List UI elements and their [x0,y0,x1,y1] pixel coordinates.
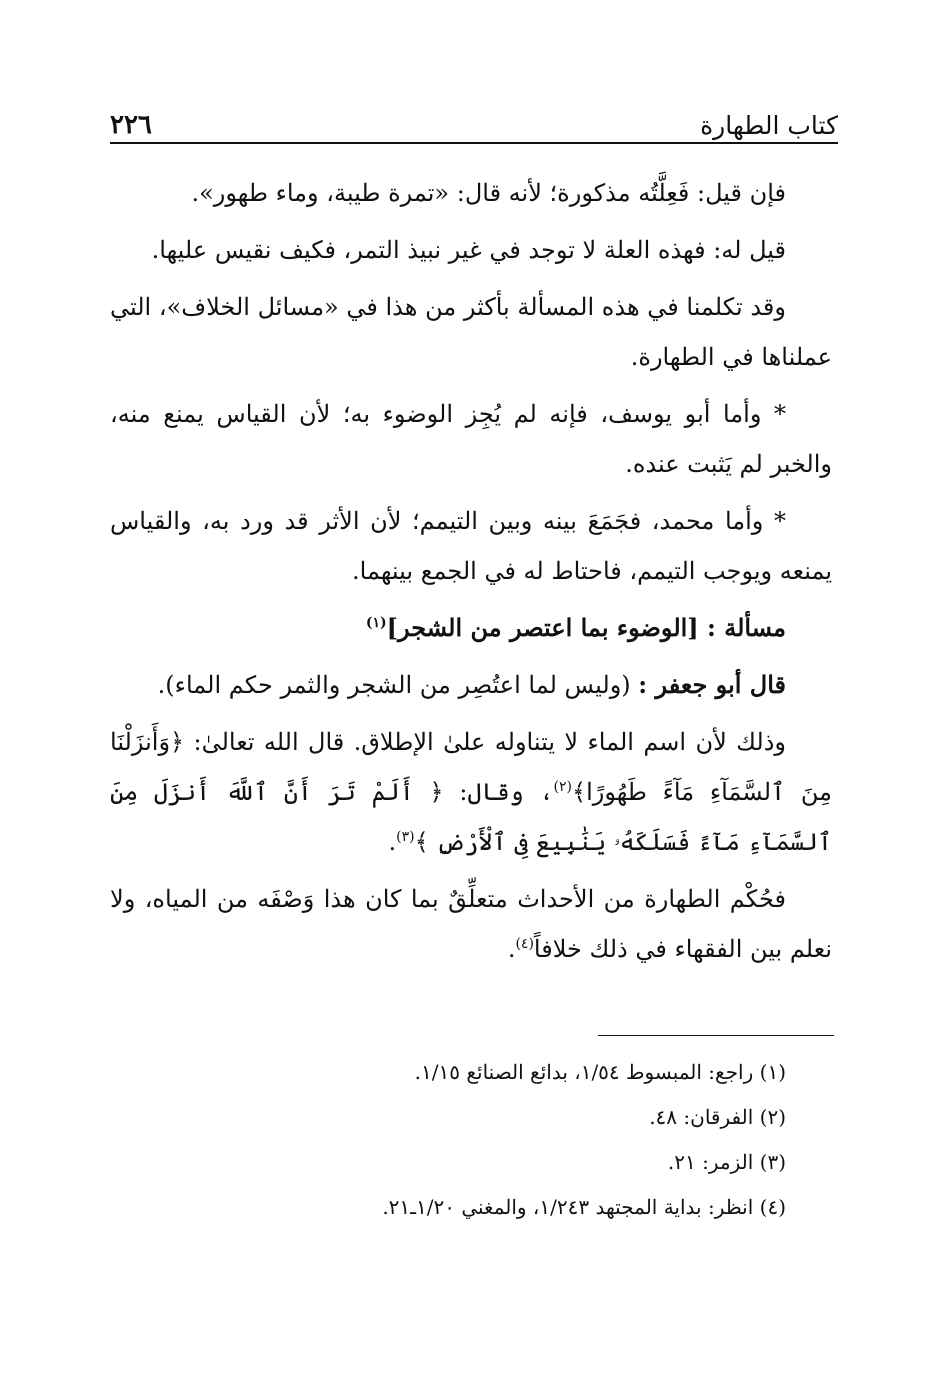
verses-part-2: ، وقال: ﴿ أَلَمْ تَرَ أَنَّ ٱللَّهَ أَنزَلَ مِنَ ٱلسَّمَآءِ مَآءً فَسَلَكَهُۥ يَنَٰبِيعَ فِى ٱلْأَرْضِ ﴾ [110,778,832,856]
footnote-ref-3: (٣) [396,829,415,845]
page-header [110,98,838,144]
masala-label: مسألة : [707,613,786,642]
footnote-ref-2: (٢) [553,779,572,795]
footnote-1: (١) راجع: المبسوط ١/٥٤، بدائع الصنائع ١/١٥. [414,1060,786,1084]
footnote-ref-1: (١) [365,615,387,631]
abu-jafar-label: قال أبو جعفر : [638,670,786,699]
paragraph-3: وقد تكلمنا في هذه المسألة بأكثر من هذا في «مسائل الخلاف»، التي عملناها في الطهارة. [110,293,832,371]
chapter-title: كتاب الطهارة [700,111,838,140]
footnotes [110,1050,786,1230]
verses-part-1: وذلك لأن اسم الماء لا يتناوله علىٰ الإطلاق. قال الله تعالىٰ: ﴿وَأَنزَلْنَا مِنَ ٱلسَّمَآءِ مَآءً طَهُورًا﴾ [110,728,832,806]
paragraph-abu-yusuf: * وأما أبو يوسف، فإنه لم يُجِز الوضوء به؛ لأن القياس يمنع منه، والخبر لم يَثبت عنده. [110,400,832,478]
page-number: ٢٢٦ [110,110,152,140]
footnote-ref-4: (٤) [515,936,534,952]
closing-paragraph [110,874,832,974]
closing-end: . [507,935,516,963]
masala-heading [110,603,832,653]
closing-text: فحُكْم الطهارة من الأحداث متعلِّقٌ بما كان هذا وَصْفَه من المياه، ولا نعلم بين الفقهاء في ذلك خلافاً [110,885,832,963]
verses-paragraph [110,717,832,867]
footnote-3: (٣) الزمر: ٢١. [667,1150,786,1174]
footnote-divider [598,1035,834,1036]
abu-jafar-statement [110,660,832,710]
paragraph-1: فإن قيل: فَعِلَّتُه مذكورة؛ لأنه قال: «تمرة طيبة، وماء طهور». [191,179,786,207]
masala-title: [الوضوء بما اعتصر من الشجر] [386,613,699,642]
main-text [110,168,832,981]
footnote-4: (٤) انظر: بداية المجتهد ١/٢٤٣، والمغني ١/٢٠ـ٢١. [382,1195,786,1219]
verses-part-3: . [388,828,397,856]
paragraph-2: قيل له: فهذه العلة لا توجد في غير نبيذ التمر، فكيف نقيس عليها. [151,236,786,264]
paragraph-muhammad: * وأما محمد، فجَمَعَ بينه وبين التيمم؛ لأن الأثر قد ورد به، والقياس يمنعه ويوجب التيمم، فاحتاط له في الجمع بينهما. [110,507,832,585]
abu-jafar-text: (وليس لما اعتُصِر من الشجر والثمر حكم الماء). [157,671,631,699]
footnote-2: (٢) الفرقان: ٤٨. [649,1105,786,1129]
